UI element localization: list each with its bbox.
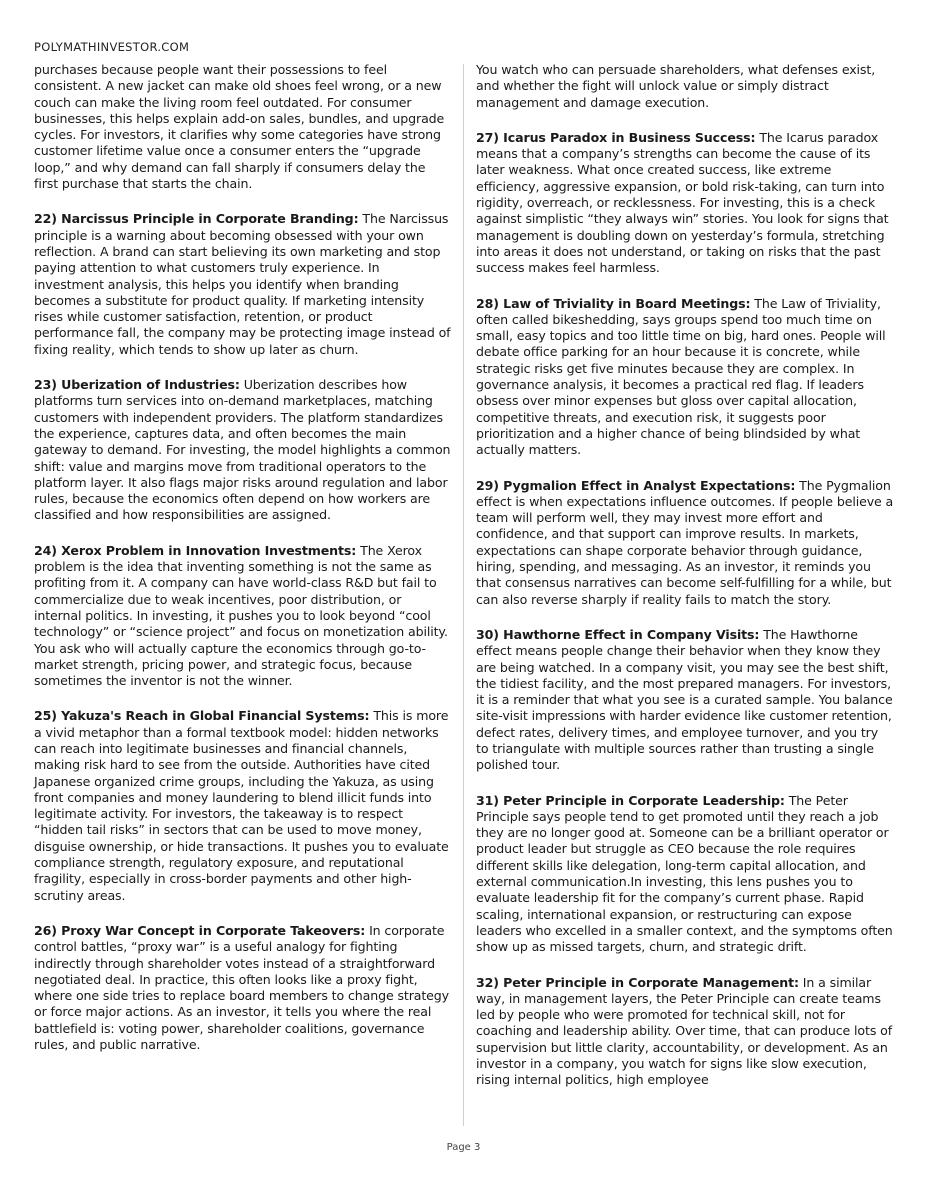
page-number: Page 3 — [446, 1142, 481, 1153]
paragraph-body: Uberization describes how platforms turn services into on-demand marketplaces, matching customers with independent providers. The platform standardizes the experience, captures data, and often becomes the main gateway to demand. For investing, the model highlights a common shift: value and margins move from traditional operators to the platform layer. It also flags major risks around regulation and labor rules, because the economics often depend on how workers are classified and how responsibilities are assigned. — [34, 377, 451, 523]
paragraph-body: You watch who can persuade shareholders, what defenses exist, and whether the fight will unlock value or simply distract management and damage execution. — [476, 62, 876, 110]
paragraph-29 — [476, 478, 894, 608]
paragraph-title: 29) Pygmalion Effect in Analyst Expectations: — [476, 477, 796, 493]
paragraph-title: 31) Peter Principle in Corporate Leadership: — [476, 792, 785, 808]
site-header: POLYMATHINVESTOR.COM — [34, 40, 190, 54]
paragraph-32 — [476, 975, 894, 1089]
paragraph-title: 27) Icarus Paradox in Business Success: — [476, 129, 756, 145]
paragraph-body: The Narcissus principle is a warning about becoming obsessed with your own reflection. A brand can start believing its own marketing and stop paying attention to what customers truly experience. In investment analysis, this helps you identify when branding becomes a substitute for product quality. If marketing intensity rises while customer satisfaction, retention, or product performance fall, the company may be protecting image instead of fixing reality, which tends to show up later as churn. — [34, 211, 451, 357]
paragraph-title: 24) Xerox Problem in Innovation Investments: — [34, 542, 357, 558]
left-column — [34, 62, 452, 1072]
paragraph-title: 25) Yakuza's Reach in Global Financial Systems: — [34, 708, 370, 724]
paragraph-23 — [34, 377, 452, 524]
paragraph-body: purchases because people want their possessions to feel consistent. A new jacket can make old shoes feel wrong, or a new couch can make the living room feel outdated. For consumer businesses, this helps explain add-on sales, bundles, and upgrade cycles. For investors, it clarifies why some categories have strong customer lifetime value once a consumer enters the “upgrade loop,” and why demand can fall sharply if consumers delay the first purchase that starts the chain. — [34, 62, 445, 192]
paragraph-30 — [476, 627, 894, 774]
paragraph-body: In corporate control battles, “proxy war” is a useful analogy for fighting indirectly through shareholder votes instead of a straightforward negotiated deal. In practice, this often looks like a proxy fight, where one side tries to replace board members to change strategy or force major actions. As an investor, it tells you where the real battlefield is: voting power, shareholder coalitions, governance rules, and public narrative. — [34, 922, 450, 1053]
paragraph-title: 26) Proxy War Concept in Corporate Takeovers: — [34, 922, 366, 938]
right-column — [476, 62, 894, 1108]
paragraph-body: The Hawthorne effect means people change their behavior when they know they are being watched. In a company visit, you may see the best shift, the tidiest facility, and the most prepared managers. For investors, it is a reminder that what you see is a curated sample. You balance site-visit impressions with harder evidence like customer retention, defect rates, delivery times, and employee turnover, and you try to triangulate with multiple sources rather than trusting a single polished tour. — [476, 626, 893, 773]
paragraph-body: The Peter Principle says people tend to get promoted until they reach a job they are no longer good at. Someone can be a brilliant operator or product leader but struggle as CEO because the role requires different skills like delegation, long-term capital allocation, and external communication.In investing, this lens pushes you to evaluate leadership fit for the company’s current phase. Rapid scaling, international expansion, or restructuring can expose leaders who excelled in a smaller context, and the symptoms often show up as missed targets, churn, and strategic drift. — [476, 792, 893, 955]
paragraph-24 — [34, 543, 452, 690]
paragraph-31 — [476, 793, 894, 956]
column-divider — [463, 64, 464, 1126]
paragraph-body: In a similar way, in management layers, the Peter Principle can create teams led by people who were promoted for technical skill, not for coaching and leadership ability. Over time, that can produce lots of supervision but little clarity, accountability, or development. As an investor in a company, you watch for signs like slow execution, rising internal politics, high employee — [476, 974, 893, 1088]
paragraph-title: 32) Peter Principle in Corporate Management: — [476, 974, 799, 990]
paragraph-body: The Pygmalion effect is when expectations influence outcomes. If people believe a team will perform well, they may invest more effort and confidence, and that support can improve results. In markets, expectations can shape corporate behavior through guidance, hiring, spending, and messaging. As an investor, it reminds you that consensus narratives can become self-fulfilling for a while, but can also reverse sharply if reality fails to match the story. — [476, 477, 894, 607]
paragraph-26-continued — [476, 62, 894, 111]
paragraph-28 — [476, 296, 894, 459]
paragraph-body: The Icarus paradox means that a company’s strengths can become the cause of its later weakness. What once created success, like extreme efficiency, aggressive expansion, or bold risk-taking, can turn into rigidity, overreach, or recklessness. For investing, this is a check against simplistic “they always win” stories. You look for signs that management is doubling down on yesterday’s formula, stretching into areas it does not understand, or taking on risks that the past success makes feel harmless. — [476, 129, 889, 276]
paragraph-body: The Xerox problem is the idea that inventing something is not the same as profiting from it. A company can have world-class R&D but fail to commercialize due to weak incentives, poor distribution, or internal politics. In investing, it pushes you to look beyond “cool technology” or “science project” and focus on monetization ability. You ask who will actually capture the economics through go-to-market strength, pricing power, and strategic focus, because sometimes the inventor is not the winner. — [34, 542, 448, 689]
paragraph-body: This is more a vivid metaphor than a formal textbook model: hidden networks can reach into legitimate businesses and financial channels, making risk hard to see from the outside. Authorities have cited Japanese organized crime groups, including the Yakuza, as using front companies and money laundering to blend illicit funds into legitimate activity. For investors, the takeaway is to respect “hidden tail risks” in sectors that can be used to move money, disguise ownership, or hide transactions. It pushes you to evaluate compliance strength, regulatory exposure, and reputational fragility, especially in cross-border payments and other high-scrutiny areas. — [34, 708, 449, 903]
paragraph-27 — [476, 130, 894, 277]
paragraph-26 — [34, 923, 452, 1053]
paragraph-title: 28) Law of Triviality in Board Meetings: — [476, 295, 751, 311]
paragraph-title: 22) Narcissus Principle in Corporate Branding: — [34, 211, 359, 227]
paragraph-22 — [34, 211, 452, 358]
paragraph-continued — [34, 62, 452, 192]
paragraph-title: 23) Uberization of Industries: — [34, 377, 240, 393]
paragraph-body: The Law of Triviality, often called bikeshedding, says groups spend too much time on small, easy topics and too little time on big, hard ones. People will debate office parking for an hour because it is concrete, while strategic risks get five minutes because they are complex. In governance analysis, it becomes a practical red flag. If leaders obsess over minor expenses but gloss over capital allocation, competitive threats, and execution risk, it suggests poor prioritization and a higher chance of being blindsided by what actually matters. — [476, 295, 886, 458]
paragraph-25 — [34, 708, 452, 904]
paragraph-title: 30) Hawthorne Effect in Company Visits: — [476, 626, 760, 642]
